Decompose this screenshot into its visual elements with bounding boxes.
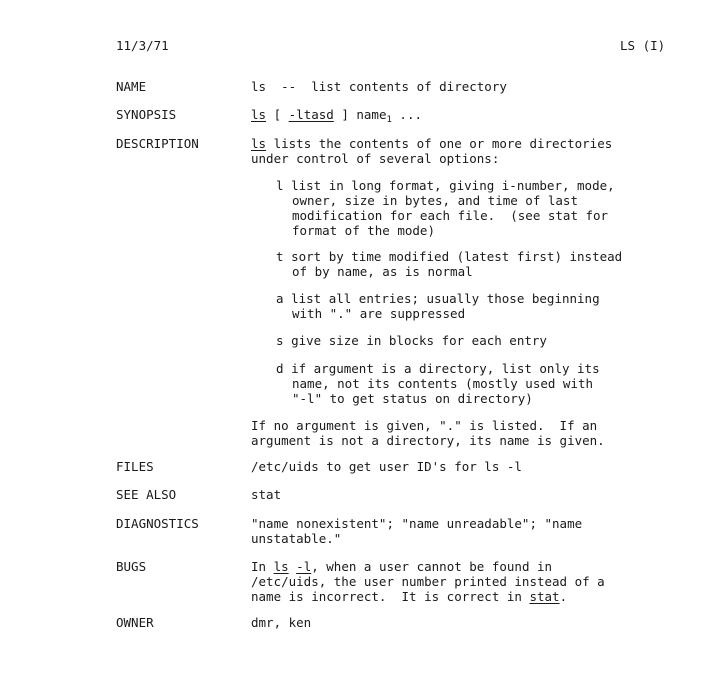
description-line: ls lists the contents of one or more directories — [251, 136, 613, 151]
files-text: /etc/uids to get user ID's for ls -l — [251, 459, 522, 474]
option-l: l list in long format, giving i-number, mode, owner, size in bytes, and time of last modification for each file. (see stat for format of the mode) — [276, 178, 615, 238]
page-title: LS (I) — [620, 38, 666, 53]
files-label: FILES — [116, 459, 154, 474]
synopsis-label: SYNOPSIS — [116, 107, 177, 122]
diagnostics-label: DIAGNOSTICS — [116, 516, 199, 531]
owner-text: dmr, ken — [251, 615, 312, 630]
synopsis-text: ls [ -ltasd ] name$_1$ ... — [251, 107, 423, 125]
manual-page: 11/3/71 LS (I) NAME ls -- list contents of directory SYNOPSIS ls [ -ltasd ] name$_1$ ... DESCRIPTION ls lists the contents of one or more directories under control of several options: l list in long format, giving i-number, mode, owner, size in bytes, and time of last modification for each file. (see stat for format of the mode) t sort by time modified (latest first) instead of by name, as is normal a list all entries; usually those beginning with "." are suppressed s give size in blocks for each entry d if argument is a directory, list only its name, not its contents (mostly used with "-l" to get status on directory) If no argument is given, "." is listed. If an argument is not a directory, its name is given. FILES /etc/uids to get user ID's for ls -l SEE ALSO stat DIAGNOSTICS "name nonexistent"; "name unreadable"; "name unstatable." BUGS In ls -l, when a user cannot be found in /etc/uids, the user number printed instead of a name is incorrect. It is correct in stat. OWNER dmr, ken — [0, 0, 720, 685]
name-text: ls -- list contents of directory — [251, 79, 507, 94]
option-s: s give size in blocks for each entry — [276, 333, 547, 348]
description-label: DESCRIPTION — [116, 136, 199, 151]
option-d: d if argument is a directory, list only its name, not its contents (mostly used with "-l" to get status on directory) — [276, 361, 600, 406]
synopsis-command: ls — [251, 107, 267, 122]
see-also-label: SEE ALSO — [116, 487, 177, 502]
description-line: under control of several options: — [251, 151, 500, 166]
see-also-text: stat — [251, 487, 282, 502]
page-date: 11/3/71 — [116, 38, 169, 53]
bugs-label: BUGS — [116, 559, 147, 574]
option-a: a list all entries; usually those beginning with "." are suppressed — [276, 291, 600, 321]
synopsis-flags: -ltasd — [288, 107, 334, 122]
owner-label: OWNER — [116, 615, 154, 630]
option-t: t sort by time modified (latest first) instead of by name, as is normal — [276, 249, 623, 279]
name-label: NAME — [116, 79, 147, 94]
